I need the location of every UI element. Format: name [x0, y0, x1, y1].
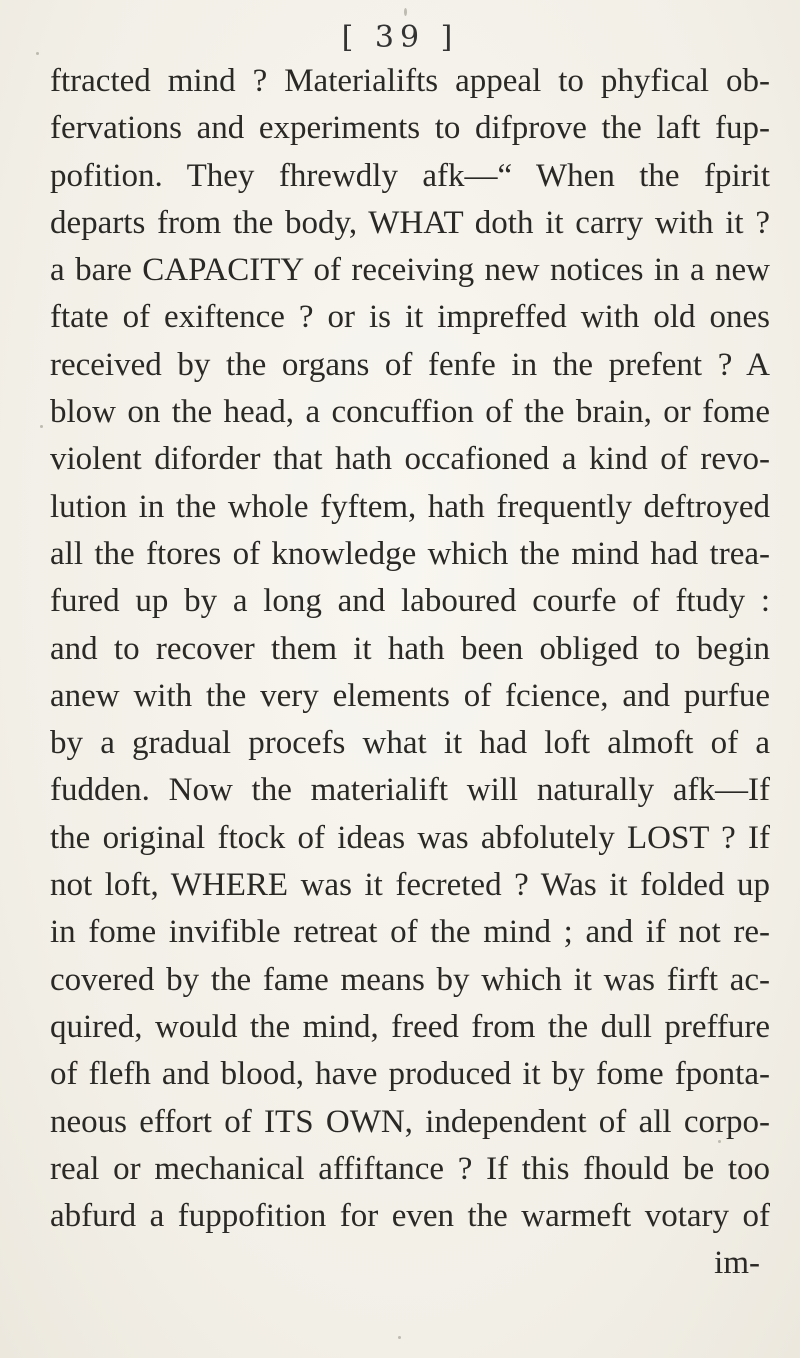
- text-line: the original ftock of ideas was abfolutely LOST ? If: [50, 819, 770, 856]
- text-line: covered by the fame means by which it was firft ac-: [50, 961, 770, 998]
- text-line: not loft, WHERE was it fecreted ? Was it folded up: [50, 867, 770, 904]
- ink-speck: [404, 8, 407, 16]
- text-line: pofition. They fhrewdly afk—“ When the fpirit: [50, 157, 770, 194]
- text-line: fervations and experiments to difprove the laft fup-: [50, 110, 770, 147]
- text-line: a bare CAPACITY of receiving new notices in a new: [50, 252, 770, 289]
- text-line: departs from the body, WHAT doth it carry with it ?: [50, 204, 770, 241]
- ink-speck: [398, 1336, 401, 1339]
- text-line: neous effort of ITS OWN, independent of all corpo-: [50, 1103, 770, 1140]
- text-line: violent diforder that hath occafioned a kind of revo-: [50, 441, 770, 478]
- text-line: fured up by a long and laboured courfe of ftudy :: [50, 583, 770, 620]
- ink-speck: [40, 425, 43, 428]
- text-line: and to recover them it hath been obliged to begin: [50, 630, 770, 667]
- page-number-header: [ 39 ]: [341, 20, 459, 55]
- body-text: [50, 58, 770, 1288]
- text-line: all the ftores of knowledge which the mind had trea-: [50, 535, 770, 572]
- text-line: received by the organs of fenfe in the prefent ? A: [50, 346, 770, 383]
- text-line: blow on the head, a concuffion of the brain, or fome: [50, 394, 770, 431]
- text-line: anew with the very elements of fcience, and purfue: [50, 677, 770, 714]
- text-line: ftate of exiftence ? or is it impreffed with old ones: [50, 299, 770, 336]
- text-line: by a gradual procefs what it had loft almoft of a: [50, 725, 770, 762]
- catchword: im-: [714, 1245, 760, 1282]
- text-line: of flefh and blood, have produced it by fome fponta-: [50, 1056, 770, 1093]
- text-line: quired, would the mind, freed from the dull preffure: [50, 1008, 770, 1045]
- text-line: lution in the whole fyftem, hath frequently deftroyed: [50, 488, 770, 525]
- text-line: abfurd a fuppofition for even the warmeft votary of: [50, 1198, 770, 1235]
- text-line: in fome invifible retreat of the mind ; and if not re-: [50, 914, 770, 951]
- text-line: ftracted mind ? Materialifts appeal to phyfical ob-: [50, 63, 770, 99]
- text-line: real or mechanical affiftance ? If this fhould be too: [50, 1150, 770, 1187]
- text-line: fudden. Now the materialift will naturally afk—If: [50, 772, 770, 809]
